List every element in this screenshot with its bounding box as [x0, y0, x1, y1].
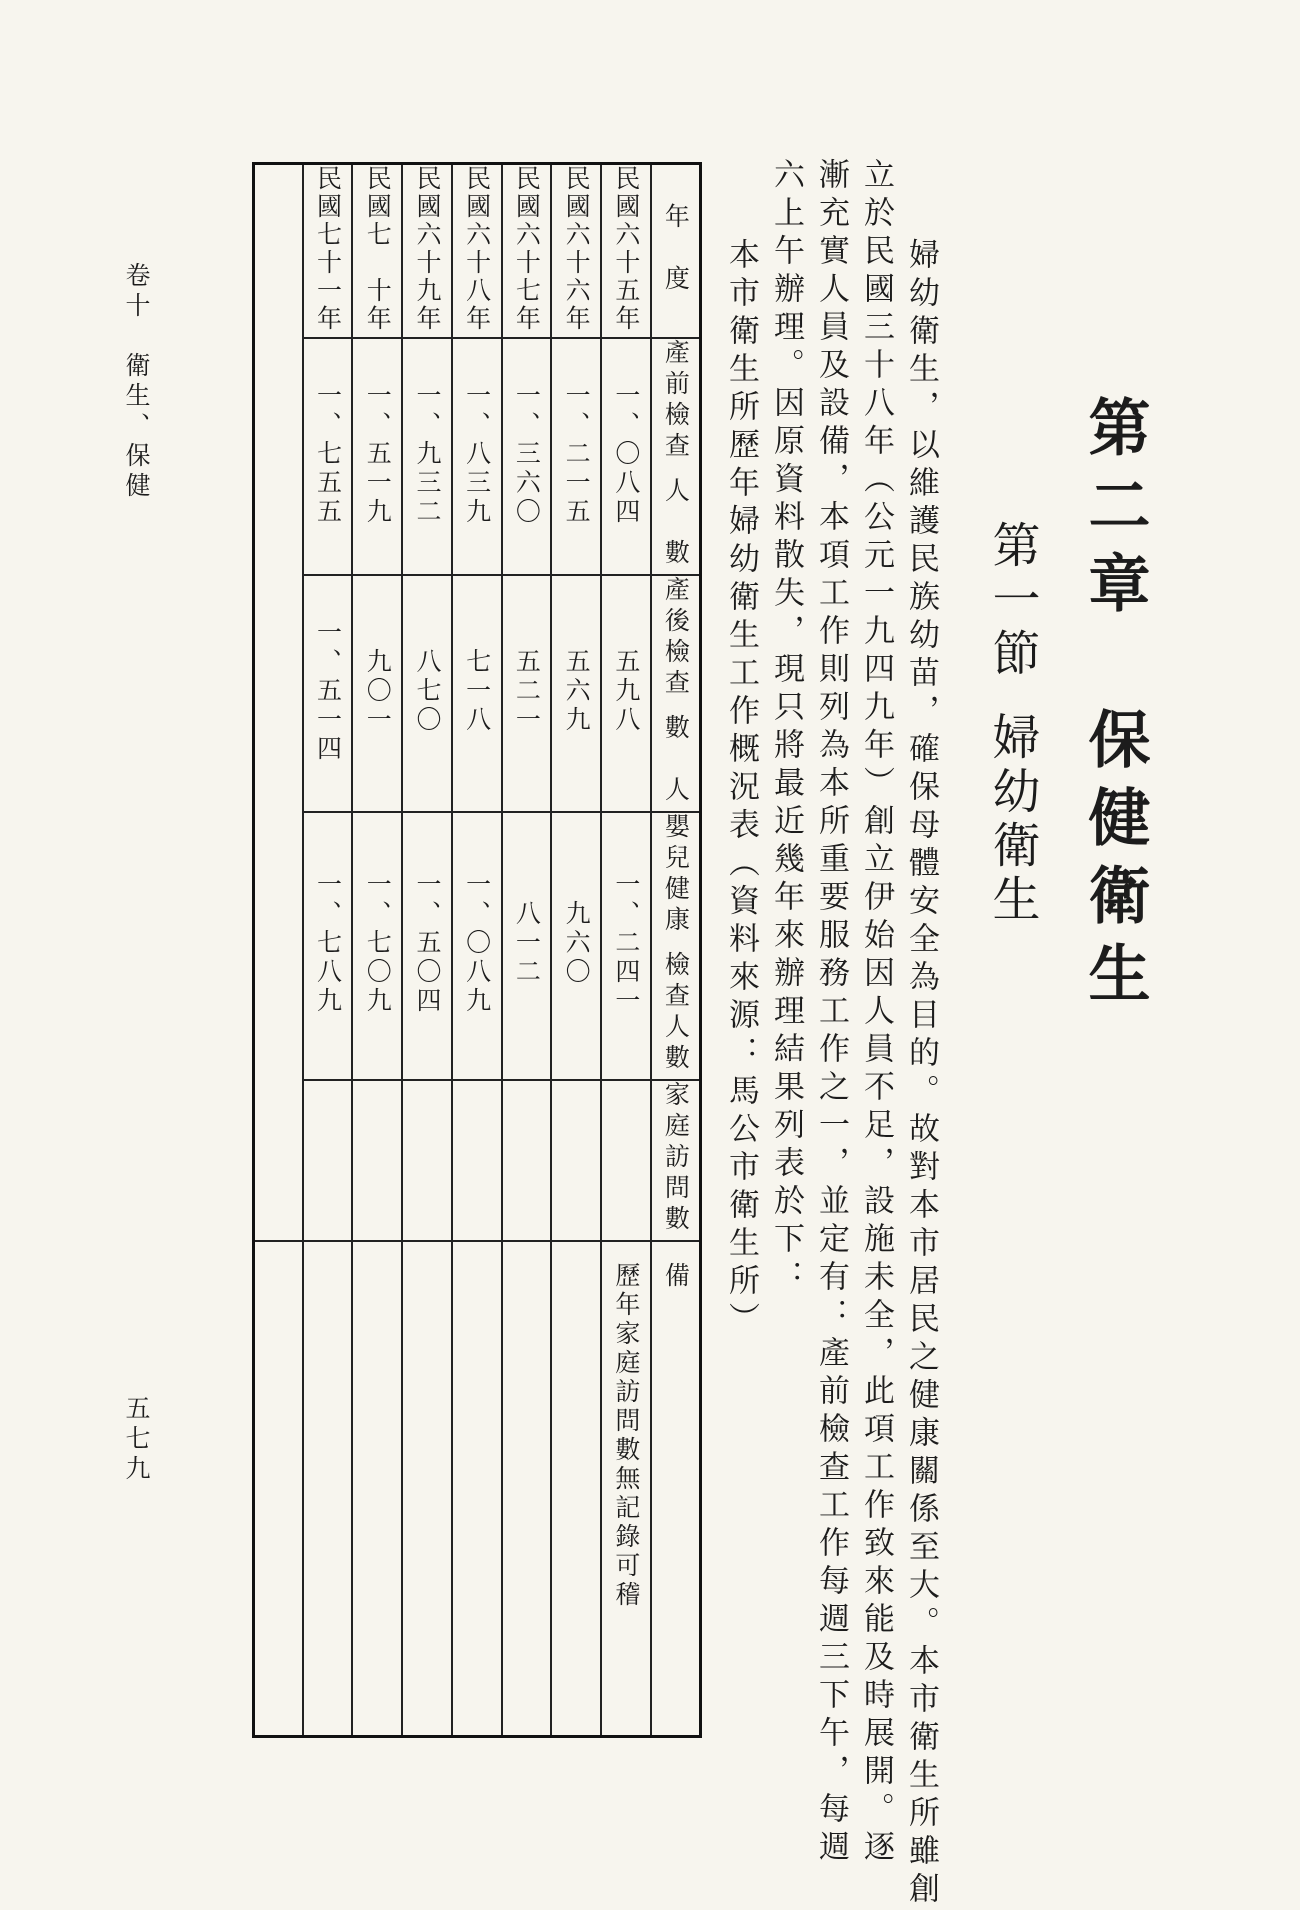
section-number: 第一節: [984, 520, 1040, 682]
row-year-2: 民國六十六年: [551, 164, 601, 339]
prenatal-6: 一、五一九: [352, 338, 402, 575]
postnatal-3: 五二一: [502, 575, 552, 812]
table-caption: 本市衛生所歷年婦幼衛生工作概況表（資料來源：馬公市衛生所）: [723, 200, 759, 1340]
header-prenatal: 產前檢查 人 數: [651, 338, 701, 575]
infant-2: 九六〇: [551, 812, 601, 1080]
remarks-6: [352, 1241, 402, 1737]
paragraph-line-1: 婦幼衛生，以維護民族幼苗，確保母體安全為目的。故對本市居民之健康關係至大。本市衛生所雖創: [903, 200, 939, 1910]
section-title: 婦幼衛生: [984, 712, 1040, 928]
home-visit-3: [502, 1080, 552, 1241]
postnatal-6: 九〇一: [352, 575, 402, 812]
home-visit-7: [303, 1080, 353, 1241]
section-heading: [978, 520, 1047, 928]
prenatal-3: 一、三六〇: [502, 338, 552, 575]
remarks-5: [402, 1241, 452, 1737]
paragraph-line-3: 漸充實人員及設備，本項工作則列為本所重要服務工作之一，並定有：產前檢查工作每週三下午，每週: [813, 158, 849, 1868]
postnatal-2: 五六九: [551, 575, 601, 812]
outer-left-bottom: [254, 1241, 303, 1737]
header-year: 年 度: [651, 164, 701, 339]
chapter-title: 第二章 保健衛生: [1078, 395, 1151, 1019]
remarks-3: [502, 1241, 552, 1737]
prenatal-2: 一、二一五: [551, 338, 601, 575]
home-visit-4: [452, 1080, 502, 1241]
prenatal-5: 一、九三二: [402, 338, 452, 575]
infant-5: 一、五〇四: [402, 812, 452, 1080]
postnatal-7: 一、五一四: [303, 575, 353, 812]
row-year-3: 民國六十七年: [502, 164, 552, 339]
header-home-visit: 家庭訪問數: [651, 1080, 701, 1241]
running-title: 卷十 衛生、保健: [122, 262, 151, 502]
prenatal-4: 一、八三九: [452, 338, 502, 575]
home-visit-6: [352, 1080, 402, 1241]
row-year-6: 民國七 十年: [352, 164, 402, 339]
row-year-7: 民國七十一年: [303, 164, 353, 339]
remarks-4: [452, 1241, 502, 1737]
infant-3: 八一二: [502, 812, 552, 1080]
remarks-7: [303, 1241, 353, 1737]
home-visit-5: [402, 1080, 452, 1241]
home-visit-2: [551, 1080, 601, 1241]
postnatal-4: 七一八: [452, 575, 502, 812]
row-year-5: 民國六十九年: [402, 164, 452, 339]
postnatal-1: 五九八: [601, 575, 651, 812]
prenatal-7: 一、七五五: [303, 338, 353, 575]
infant-4: 一、〇八九: [452, 812, 502, 1080]
postnatal-5: 八七〇: [402, 575, 452, 812]
infant-1: 一、二四一: [601, 812, 651, 1080]
prenatal-1: 一、〇八四: [601, 338, 651, 575]
remarks-2: [551, 1241, 601, 1737]
page-number: 五七九: [122, 1395, 151, 1485]
header-postnatal: 產後檢查 數 人: [651, 575, 701, 812]
header-remarks: 備: [651, 1241, 701, 1737]
infant-6: 一、七〇九: [352, 812, 402, 1080]
maternal-child-health-table: [252, 162, 702, 1738]
row-year-4: 民國六十八年: [452, 164, 502, 339]
paragraph-line-2: 立於民國三十八年（公元一九四九年）創立伊始因人員不足，設施未全，此項工作致來能及時展開。逐: [858, 158, 894, 1868]
header-infant: 嬰兒健康 檢查人數: [651, 812, 701, 1080]
paragraph-line-4: 六上午辦理。因原資料散失，現只將最近幾年來辦理結果列表於下：: [768, 158, 804, 1298]
row-year-1: 民國六十五年: [601, 164, 651, 339]
home-visit-1: [601, 1080, 651, 1241]
infant-7: 一、七八九: [303, 812, 353, 1080]
outer-left-column: [254, 164, 303, 1241]
remarks-note: 歷年家庭訪問數無記錄可稽: [601, 1241, 651, 1737]
